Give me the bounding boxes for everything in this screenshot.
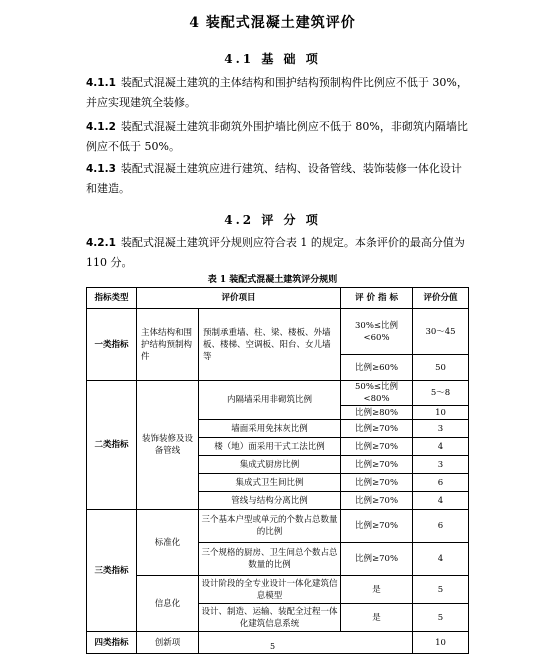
item-cell: 内隔墙采用非砌筑比例: [199, 381, 341, 420]
indicator-cell: 是: [341, 576, 413, 604]
category-cell: 二类指标: [87, 381, 137, 510]
clause-text: 装配式混凝土建筑评分规则应符合表 1 的规定。本条评价的最高分值为 110 分。: [86, 236, 465, 269]
item-cell: 墙面采用免抹灰比例: [199, 420, 341, 438]
item-cell: 三个基本户型或单元的个数占总数量的比例: [199, 510, 341, 543]
table-row: [87, 510, 469, 543]
item-cell: 集成式厨房比例: [199, 456, 341, 474]
page-number: 5: [269, 642, 276, 651]
indicator-cell: 比例≥70%: [341, 438, 413, 456]
header-score: 评价分值: [413, 288, 469, 309]
category-cell: 三类指标: [87, 510, 137, 632]
score-cell: 10: [413, 632, 469, 654]
item-cell: 设计阶段的全专业设计一体化建筑信息模型: [199, 576, 341, 604]
score-cell: 4: [413, 438, 469, 456]
header-category: 指标类型: [87, 288, 137, 309]
group-cell: 信息化: [137, 576, 199, 632]
score-cell: 6: [413, 510, 469, 543]
score-cell: 5～8: [413, 381, 469, 406]
group-cell: 标准化: [137, 510, 199, 576]
item-cell: 管线与结构分离比例: [199, 492, 341, 510]
score-cell: 4: [413, 492, 469, 510]
indicator-cell: 比例≥70%: [341, 456, 413, 474]
score-cell: 50: [413, 355, 469, 381]
table-row: [87, 576, 469, 604]
clause-text: 装配式混凝土建筑的主体结构和围护结构预制构件比例应不低于 30%，并应实现建筑全装修。: [86, 76, 468, 109]
item-cell: 集成式卫生间比例: [199, 474, 341, 492]
indicator-cell: 比例≥80%: [341, 406, 413, 420]
clause-number: 4.1.3: [86, 163, 116, 175]
category-cell: 一类指标: [87, 309, 137, 381]
header-indicator: 评 价 指 标: [341, 288, 413, 309]
score-cell: 5: [413, 576, 469, 604]
indicator-cell: 30%≤比例<60%: [341, 309, 413, 355]
table-row: [87, 309, 469, 355]
indicator-cell: 比例≥70%: [341, 543, 413, 576]
header-item: 评价项目: [137, 288, 341, 309]
chapter-title: 4 装配式混凝土建筑评价: [189, 15, 356, 31]
scoring-table: [86, 287, 469, 654]
clause-number: 4.2.1: [86, 237, 116, 249]
score-cell: 30～45: [413, 309, 469, 355]
group-cell: 装饰装修及设备管线: [137, 381, 199, 510]
item-cell: 三个规格的厨房、卫生间总个数占总数量的比例: [199, 543, 341, 576]
score-cell: 3: [413, 420, 469, 438]
clause-4-1-3: [86, 159, 470, 199]
item-cell: 创新项: [137, 632, 199, 654]
clause-text: 装配式混凝土建筑应进行建筑、结构、设备管线、装饰装修一体化设计和建造。: [86, 162, 462, 195]
score-cell: 6: [413, 474, 469, 492]
indicator-cell: 是: [341, 604, 413, 632]
clause-4-1-2: [86, 117, 470, 157]
item-cell: 楼（地）面采用干式工法比例: [199, 438, 341, 456]
score-cell: 3: [413, 456, 469, 474]
score-cell: 5: [413, 604, 469, 632]
clause-number: 4.1.2: [86, 121, 116, 133]
clause-4-1-1: [86, 73, 470, 113]
score-cell: 4: [413, 543, 469, 576]
table-row: [87, 381, 469, 406]
table-header-row: [87, 288, 469, 309]
category-cell: 四类指标: [87, 632, 137, 654]
indicator-cell: 比例≥60%: [341, 355, 413, 381]
indicator-cell: 比例≥70%: [341, 510, 413, 543]
indicator-cell: 50%≤比例<80%: [341, 381, 413, 406]
clause-text: 装配式混凝土建筑非砌筑外围护墙比例应不低于 80%，非砌筑内隔墙比例应不低于 50%。: [86, 120, 468, 153]
item-cell: 主体结构和围护结构预制构件: [137, 309, 199, 381]
indicator-cell: 比例≥70%: [341, 474, 413, 492]
sub-item-cell: 预制承重墙、柱、梁、楼板、外墙板、楼梯、空调板、阳台、女儿墙等: [199, 309, 341, 381]
score-cell: 10: [413, 406, 469, 420]
indicator-cell: 比例≥70%: [341, 492, 413, 510]
indicator-cell: 比例≥70%: [341, 420, 413, 438]
clause-4-2-1: [86, 233, 470, 273]
clause-number: 4.1.1: [86, 77, 116, 89]
section-title-4-2: 4.2 评 分 项: [224, 213, 321, 227]
section-title-4-1: 4.1 基 础 项: [224, 52, 321, 66]
item-cell: 设计、制造、运输、装配全过程一体化建筑信息系统: [199, 604, 341, 632]
table-title: 表 1 装配式混凝土建筑评分规则: [207, 275, 338, 285]
